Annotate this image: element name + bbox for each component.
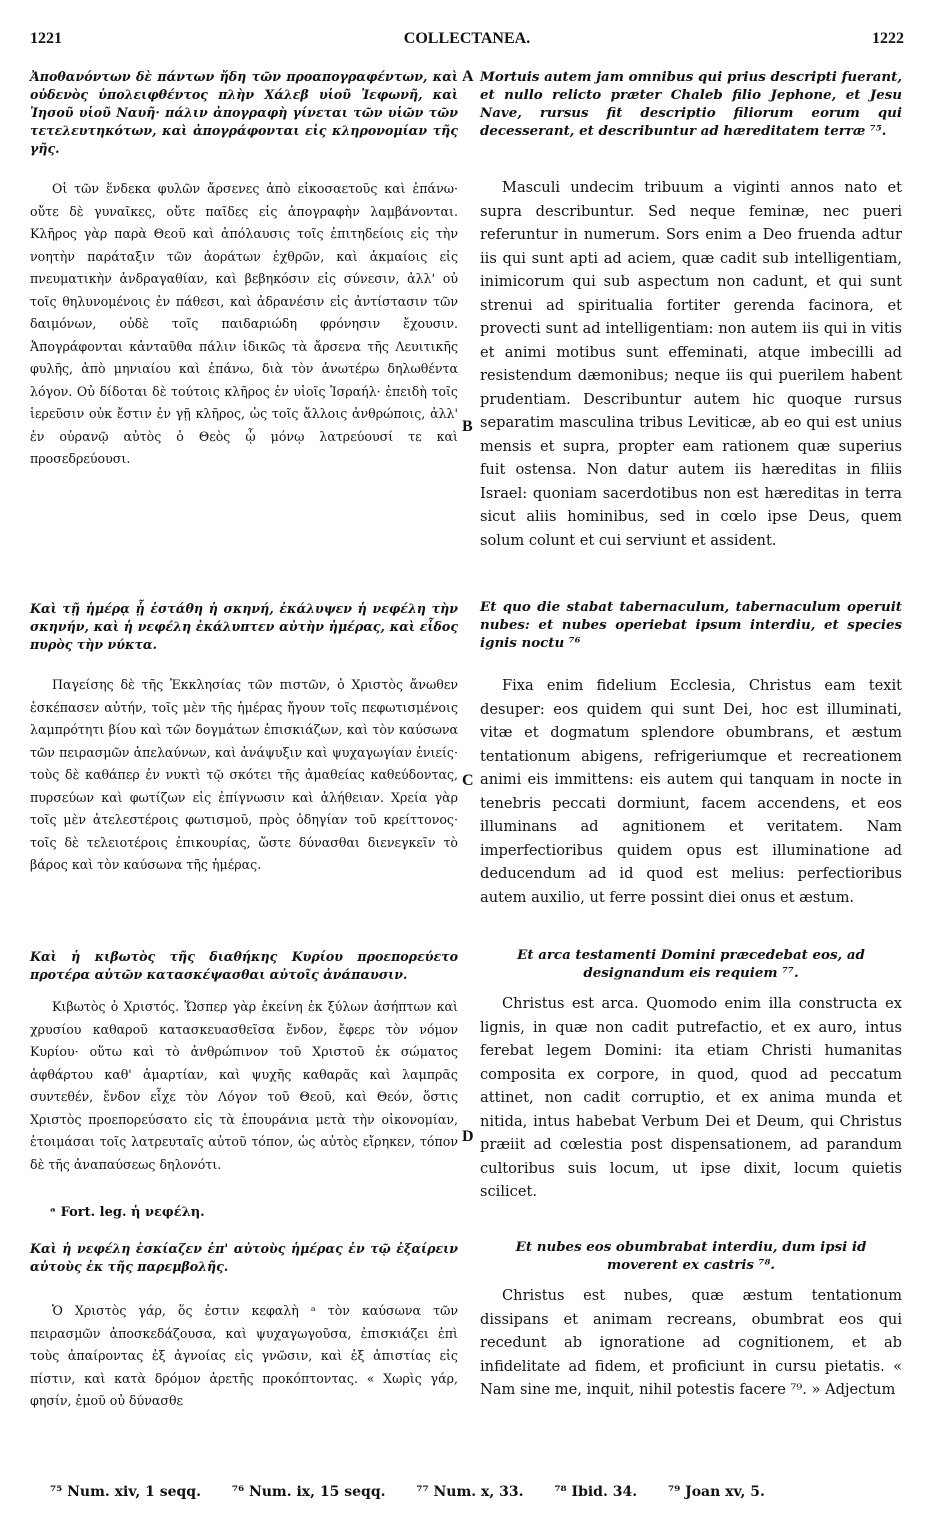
reference-76: ⁷⁶ Num. ix, 15 seqq. xyxy=(231,1484,386,1500)
latin-section-heading: Et quo die stabat tabernaculum, tabernaculum operuit nubes: et nubes operiebat ipsum interdiu, et species ignis noctu ⁷⁶ xyxy=(480,599,902,651)
margin-letter-a: A xyxy=(462,68,474,85)
greek-section-heading: Ἀποθανόντων δὲ πάντων ἤδη τῶν προαπογραφέντων, καὶ οὐδενὸς ὑπολειφθέντος πλὴν Χάλεβ υἱοῦ Ἰεφωνῆ, καὶ Ἰησοῦ υἱοῦ Ναυῆ· πάλιν ἀπογραφὴ γίνεται τῶν υἱῶν τῶν τετελευτηκότων, καὶ ἀπογράφονται εἰς κληρονομίαν τῆς γῆς. xyxy=(30,69,458,156)
greek-paragraph: Οἱ τῶν ἕνδεκα φυλῶν ἄρσενες ἀπὸ εἰκοσαετοῦς καὶ ἐπάνω· οὔτε δὲ γυναῖκες, οὔτε παῖδες εἰς ἀπογραφὴν λαμβάνονται. Κλῆρος γὰρ παρὰ Θεοῦ καὶ ἀπόλαυσις τοῖς ἐπιτηδείοις εἰς τὴν νοητὴν παράταξιν τῶν ἀοράτων ἐχθρῶν, καὶ ἀκμαίοις εἰς πνευματικὴν ἀνδραγαθίαν, καὶ βεβηκόσιν εἰς σύνεσιν, ἀλλ' οὐ τοῖς θηλυνομένοις ἐν πάθεσι, καὶ ἀδρανέσιν εἰς ἀντίστασιν τῶν δαιμόνων, οὐδὲ τοῖς παιδαριώδη φρόνησιν ἔχουσιν. Ἀπογράφονται κἀνταῦθα πάλιν ἰδικῶς τὰ ἄρσενα τῆς Λευιτικῆς φυλῆς, ἀπὸ μηνιαίου καὶ ἐπάνω, διὰ τὸν ἀνωτέρω δηλωθέντα λόγον. Οὐ δίδοται δὲ τούτοις κλῆρος ἐν υἱοῖς Ἰσραήλ· ἐπειδὴ τοῖς ἱερεῦσιν οὐκ ἔστιν ἐν γῇ κλῆρος, ὡς τοῖς ἄλλοις ἀνθρώποις, ἀλλ' ἐν οὐρανῷ αὐτὸς ὁ Θεὸς ᾧ μόνῳ λατρεύουσί τε καὶ προσεδρεύουσι. xyxy=(30,181,458,466)
running-title: COLLECTANEA. xyxy=(403,30,531,47)
reference-75: ⁷⁵ Num. xiv, 1 seqq. xyxy=(50,1484,201,1500)
greek-section-heading: Καὶ ἡ νεφέλη ἐσκίαζεν ἐπ' αὐτοὺς ἡμέρας ἐν τῷ ἐξαίρειν αὐτοὺς ἐκ τῆς παρεμβολῆς. xyxy=(30,1241,458,1274)
latin-paragraph: Christus est arca. Quomodo enim illa constructa ex lignis, in quæ non cadit putrefactio, et ex auro, intus ferebat legem Domini: ita etiam Christi humanitas composita ex corpore, in quod, quod ad peccatum attinet, non cadit corruptio, et ex anima munda et nitida, intus habebat Verbum Dei et Deum, qui Christus præiit ad cœlestia post dispensationem, ad parandum cultoribus suis locum, ut ipse dixit, locum quietis scilicet. xyxy=(480,995,902,1200)
latin-paragraph: Masculi undecim tribuum a viginti annos nato et supra describuntur. Sed neque feminæ, nec pueri referuntur in numerum. Sors enim a Deo fruenda adtur iis qui sunt apti ad aciem, quæ cadit sub intelligentiam, inimicorum qui sub aspectum non cadunt, et qui sunt strenui ad spiritualia fortiter gerenda facinora, et provecti sunt ad intelligentiam: non autem iis qui in vitis et animi motibus sunt effeminati, atque imbecilli ad resistendum dæmonibus; neque iis qui puerilem habent prudentiam. Describuntur autem hic quoque rursus separatim masculina tribus Leviticæ, ab eo qui est unius mensis et supra, propter eam rationem quæ superius fuit ostensa. Non datur autem iis hæreditas in filiis Israel: quoniam sacerdotibus non est hæreditas in terra sicut aliis hominibus, sed in cœlo ipse Deus, quem solum colunt et cui serviunt et assident. xyxy=(480,179,902,549)
greek-section-heading: Καὶ τῇ ἡμέρᾳ ᾗ ἐστάθη ἡ σκηνή, ἐκάλυψεν ἡ νεφέλη τὴν σκηνήν, καὶ ἡ νεφέλη ἐκάλυπτεν αὐτὴν ἡμέρας, καὶ εἶδος πυρὸς τὴν νύκτα. xyxy=(30,601,458,652)
latin-paragraph: Fixa enim fidelium Ecclesia, Christus eam texit desuper: eos quidem qui sunt Dei, hoc est illuminati, vitæ et dogmatum splendore obumbrans, et æstum tentationum abigens, refrigeriumque et recreationem animi eis immittens: eis autem qui tanquam in nocte in tenebris peccati dormiunt, facem accendens, et eos illuminans ad agnitionem et veritatem. Nam imperfectioribus quidem opus est illuminatione ad deducendum ad id quod est melius: perfectioribus autem auxilio, ut ferre possint diei onus et æstum. xyxy=(480,677,902,906)
reference-77: ⁷⁷ Num. x, 33. xyxy=(416,1484,524,1500)
latin-paragraph: Christus est nubes, quæ æstum tentationum dissipans et animam recreans, obumbrat eos qui recedunt ab ignoratione ad cognitionem, et ab infidelitate ad fidem, et proficiunt in cursu pietatis. « Nam sine me, inquit, nihil potestis facere ⁷⁹. » Adjectum xyxy=(480,1287,902,1398)
greek-section-heading: Καὶ ἡ κιβωτὸς τῆς διαθήκης Κυρίου προεπορεύετο προτέρα αὐτῶν κατασκέψασθαι αὐτοῖς ἀνάπαυσιν. xyxy=(30,949,458,982)
latin-section-heading: Et nubes eos obumbrabat interdiu, dum ipsi id moverent ex castris ⁷⁸. xyxy=(515,1239,867,1273)
greek-paragraph: Ὁ Χριστὸς γάρ, ὅς ἐστιν κεφαλὴ ᵃ τὸν καύσωνα τῶν πειρασμῶν ἀποσκεδάζουσα, καὶ ψυχαγωγοῦσα, ἐπισκιάζει ἐπὶ τοὺς ἀπαίροντας ἐξ ἀγνοίας εἰς γνῶσιν, καὶ ἐξ ἀπιστίας εἰς πίστιν, καὶ κατὰ δρόμον ἀρετῆς προκόπτοντας. « Χωρὶς γάρ, φησίν, ἐμοῦ οὐ δύνασθε xyxy=(30,1303,458,1408)
left-page-number: 1221 xyxy=(30,30,62,47)
margin-letter-b: B xyxy=(462,418,473,435)
margin-letter-c: C xyxy=(462,772,474,789)
greek-paragraph: Κιβωτὸς ὁ Χριστός. Ὥσπερ γὰρ ἐκείνη ἐκ ξύλων ἀσήπτων καὶ χρυσίου καθαροῦ κατασκευασθεῖσα ἔνδον, ἔφερε τὸν νόμον Κυρίου· οὕτω καὶ τὸ ἀνθρώπινον τοῦ Χριστοῦ ἐκ σώματος ἀφθάρτου καθ' ἁμαρτίαν, καὶ ψυχῆς καθαρᾶς καὶ λαμπρᾶς συντεθέν, ἔνδον εἶχε τὸν Λόγον τοῦ Θεοῦ, καὶ Θεόν, ὅστις Χριστὸς προεπορεύσατο εἰς τὰ ἐπουράνια μετὰ τὴν οἰκονομίαν, ἑτοιμάσαι τοῖς λατρευταῖς αὐτοῦ τόπον, ὡς αὐτὸς εἴρηκεν, τόπον δὲ τῆς ἀναπαύσεως δηλονότι. xyxy=(30,999,458,1172)
latin-section-heading: Et arca testamenti Domini præcedebat eos, ad designandum eis requiem ⁷⁷. xyxy=(517,947,865,981)
latin-section-heading: Mortuis autem jam omnibus qui prius descripti fuerant, et nullo relicto præter Chaleb filio Jephone, et Jesu Nave, rursus fit descriptio filiorum eorum qui decesserant, et describuntur ad hæreditatem terræ ⁷⁵. xyxy=(480,69,902,139)
scripture-references xyxy=(50,1484,791,1500)
footnote: ᵃ Fort. leg. ἡ νεφέλη. xyxy=(50,1205,205,1220)
reference-79: ⁷⁹ Joan xv, 5. xyxy=(667,1484,765,1500)
reference-78: ⁷⁸ Ibid. 34. xyxy=(554,1484,638,1500)
right-page-number: 1222 xyxy=(872,30,904,47)
page-header xyxy=(30,30,904,56)
greek-paragraph: Παγείσης δὲ τῆς Ἐκκλησίας τῶν πιστῶν, ὁ Χριστὸς ἄνωθεν ἐσκέπασεν αὐτήν, τοῖς μὲν τῆς ἡμέρας ἤγουν τοῖς πεφωτισμένοις λαμπρότητι βίου καὶ τῶν δογμάτων ἐπισκιάζων, καὶ τὸν καύσωνα τῶν πειρασμῶν ἀπελαύνων, καὶ ἀνάψυξιν καὶ ψυχαγωγίαν ἐνιείς· τοὺς δὲ καθάπερ ἐν νυκτὶ τῷ σκότει τῆς ἀμαθείας καθεύδοντας, πυρσεύων καὶ φωτίζων εἰς ἐπίγνωσιν καὶ ἀλήθειαν. Χρεία γὰρ τοῖς μὲν ἀτελεστέροις φωτισμοῦ, πρὸς ὁδηγίαν τοῦ κρείττονος· τοῖς δὲ τελειοτέροις ἐπικουρίας, ὥστε δύνασθαι διενεγκεῖν τὸ βάρος καὶ τὸν καύσωνα τῆς ἡμέρας. xyxy=(30,677,458,872)
margin-letter-d: D xyxy=(462,1128,474,1145)
